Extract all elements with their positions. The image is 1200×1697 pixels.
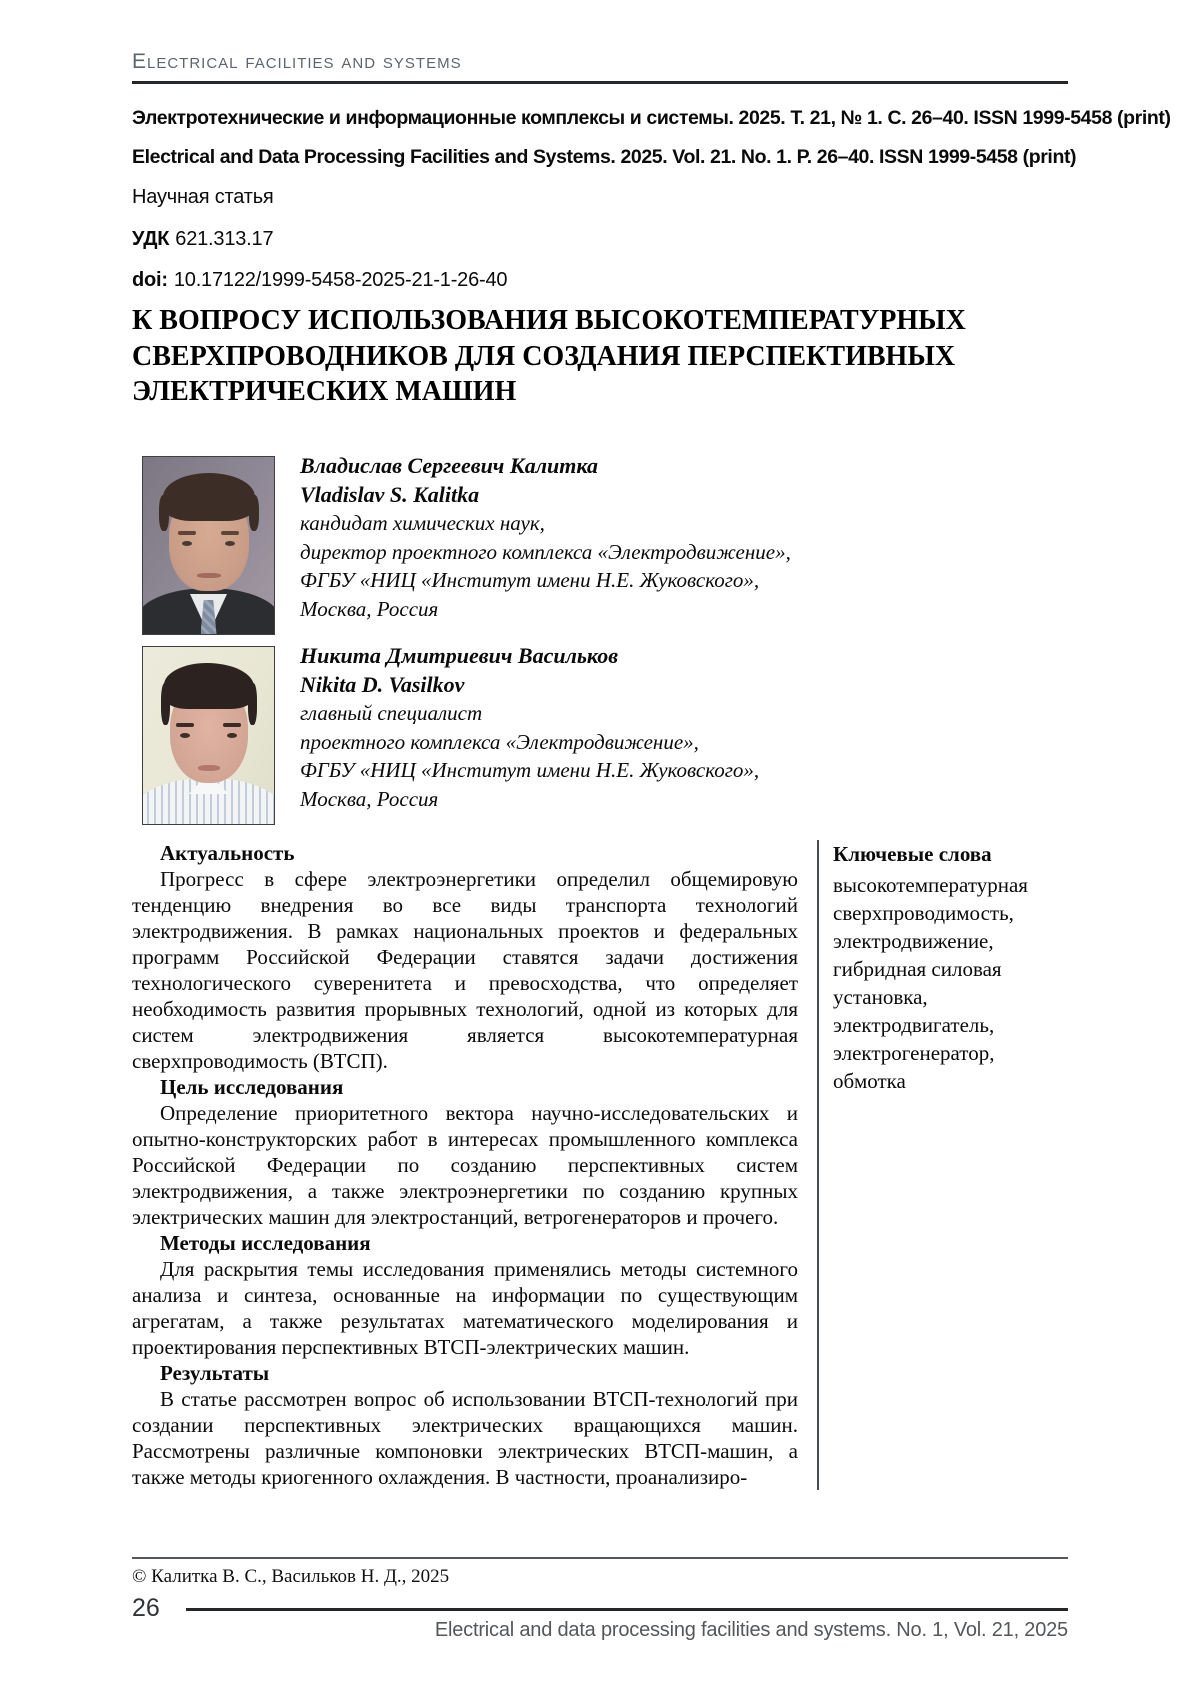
photo-eye <box>227 733 237 738</box>
author-card-kalitka <box>142 453 791 635</box>
abstract-section-heading: Актуальность <box>160 841 295 865</box>
author-info-vasilkov <box>300 642 759 825</box>
article-title-line-3: ЭЛЕКТРИЧЕСКИХ МАШИН <box>132 376 517 407</box>
footer-journal-line: Electrical and data processing facilities and systems. No. 1, Vol. 21, 2025 <box>434 1619 1068 1641</box>
abstract-paragraph: Определение приоритетного вектора научно-исследовательских и опытно-конструкторских работ в интересах промышленного комплекса Российской Федерации по созданию перспективных систем электродвижения, а также электроэнергетики по созданию крупных электрических машин для электростанций, ветрогенераторов и прочего. <box>132 1101 798 1229</box>
abstract-section-heading: Цель исследования <box>160 1075 344 1099</box>
abstract-area <box>132 840 1068 1490</box>
author-affiliation-line: кандидат химических наук, <box>300 511 545 535</box>
author-name-ru: Никита Дмитриевич Васильков <box>300 643 619 668</box>
doi-value: 10.17122/1999-5458-2025-21-1-26-40 <box>173 269 508 291</box>
author-affiliation-line: главный специалист <box>300 701 483 725</box>
abstract-paragraph: Прогресс в сфере электроэнергетики определил общемировую тенденцию внедрения во все виды транспорта технологий электродвижения. В рамках национальных проектов и федеральных программ Российской Федерации ставятся задачи достижения технологического суверенитета и превосходства, что определяет необходимость развития прорывных технологий, одной из которых для систем электродвижения является высокотемпературная сверхпроводимость (ВТСП). <box>132 867 798 1073</box>
photo-eye <box>180 733 190 738</box>
photo-hair <box>163 473 255 521</box>
running-head: Electrical facilities and systems <box>132 50 462 73</box>
udc-value: 621.313.17 <box>175 228 274 250</box>
copyright-line: © Калитка В. С., Васильков Н. Д., 2025 <box>132 1566 450 1587</box>
article-title <box>132 303 1092 410</box>
photo-eye <box>182 541 192 546</box>
author-affiliation-line: директор проектного комплекса «Электродвижение», <box>300 539 791 564</box>
header-rule <box>132 81 1068 84</box>
footer-rule-bold <box>186 1608 1068 1611</box>
citation-ru: Электротехнические и информационные комплексы и системы. 2025. Т. 21, № 1. С. 26–40. ISSN 1999-5458 (print) <box>132 107 1171 129</box>
photo-brow <box>221 531 239 535</box>
keywords-column <box>833 840 1067 1490</box>
author-info-kalitka <box>300 452 791 635</box>
page-number: 26 <box>132 1594 160 1622</box>
abstract-section-heading: Результаты <box>160 1361 270 1385</box>
article-type: Научная статья <box>132 186 274 208</box>
doi-label: doi: <box>132 269 168 291</box>
author-affiliation-line: проектного комплекса «Электродвижение», <box>300 729 699 754</box>
doi-line <box>132 269 507 292</box>
citation-block <box>132 99 1171 177</box>
author-affiliation-line: ФГБУ «НИЦ «Институт имени Н.Е. Жуковского», <box>300 568 760 592</box>
abstract-column <box>132 840 798 1490</box>
author-name-en: Vladislav S. Kalitka <box>300 481 480 507</box>
author-affiliation-line: ФГБУ «НИЦ «Институт имени Н.Е. Жуковского», <box>300 758 760 782</box>
udc-label: УДК <box>132 228 170 250</box>
photo-eye <box>225 541 235 546</box>
author-affiliation-line: Москва, Россия <box>300 596 439 621</box>
author-photo-kalitka <box>142 456 275 635</box>
abstract-section-heading: Методы исследования <box>160 1231 371 1255</box>
photo-brow <box>223 723 241 727</box>
photo-brow <box>178 531 196 535</box>
keywords-heading: Ключевые слова <box>833 842 992 866</box>
abstract-paragraph: В статье рассмотрен вопрос об использовании ВТСП-технологий при создании перспективных электрических вращающихся машин. Рассмотрены различные компоновки электрических ВТСП-машин, а также методы криогенного охлаждения. В частности, проанализиро- <box>132 1387 798 1489</box>
author-affiliation-line: Москва, Россия <box>300 786 439 811</box>
author-name-ru: Владислав Сергеевич Калитка <box>300 453 599 478</box>
keywords-text: высокотемпературная сверхпроводимость, электродвижение, гибридная силовая установка, электродвигатель, электрогенератор, обмотка <box>833 873 1028 1093</box>
photo-mouth <box>197 573 221 578</box>
author-name-en: Nikita D. Vasilkov <box>300 671 465 697</box>
column-divider <box>817 840 819 1490</box>
article-title-line-1: К ВОПРОСУ ИСПОЛЬЗОВАНИЯ ВЫСОКОТЕМПЕРАТУРНЫХ <box>132 305 966 336</box>
author-photo-vasilkov <box>142 646 275 825</box>
author-card-vasilkov <box>142 643 760 825</box>
article-title-line-2: СВЕРХПРОВОДНИКОВ ДЛЯ СОЗДАНИЯ ПЕРСПЕКТИВНЫХ <box>132 340 956 372</box>
udc-line <box>132 228 273 251</box>
photo-brow <box>176 723 194 727</box>
photo-mouth <box>198 765 220 771</box>
photo-hair <box>164 663 254 709</box>
footer-rule-thin <box>132 1557 1068 1559</box>
citation-en: Electrical and Data Processing Facilities and Systems. 2025. Vol. 21. No. 1. P. 26–40. ISSN 1999-5458 (print) <box>132 146 1077 168</box>
abstract-paragraph: Для раскрытия темы исследования применялись методы системного анализа и синтеза, основанные на информации по существующим агрегатам, а также результатах математического моделирования и проектирования перспективных ВТСП-электрических машин. <box>132 1257 798 1359</box>
